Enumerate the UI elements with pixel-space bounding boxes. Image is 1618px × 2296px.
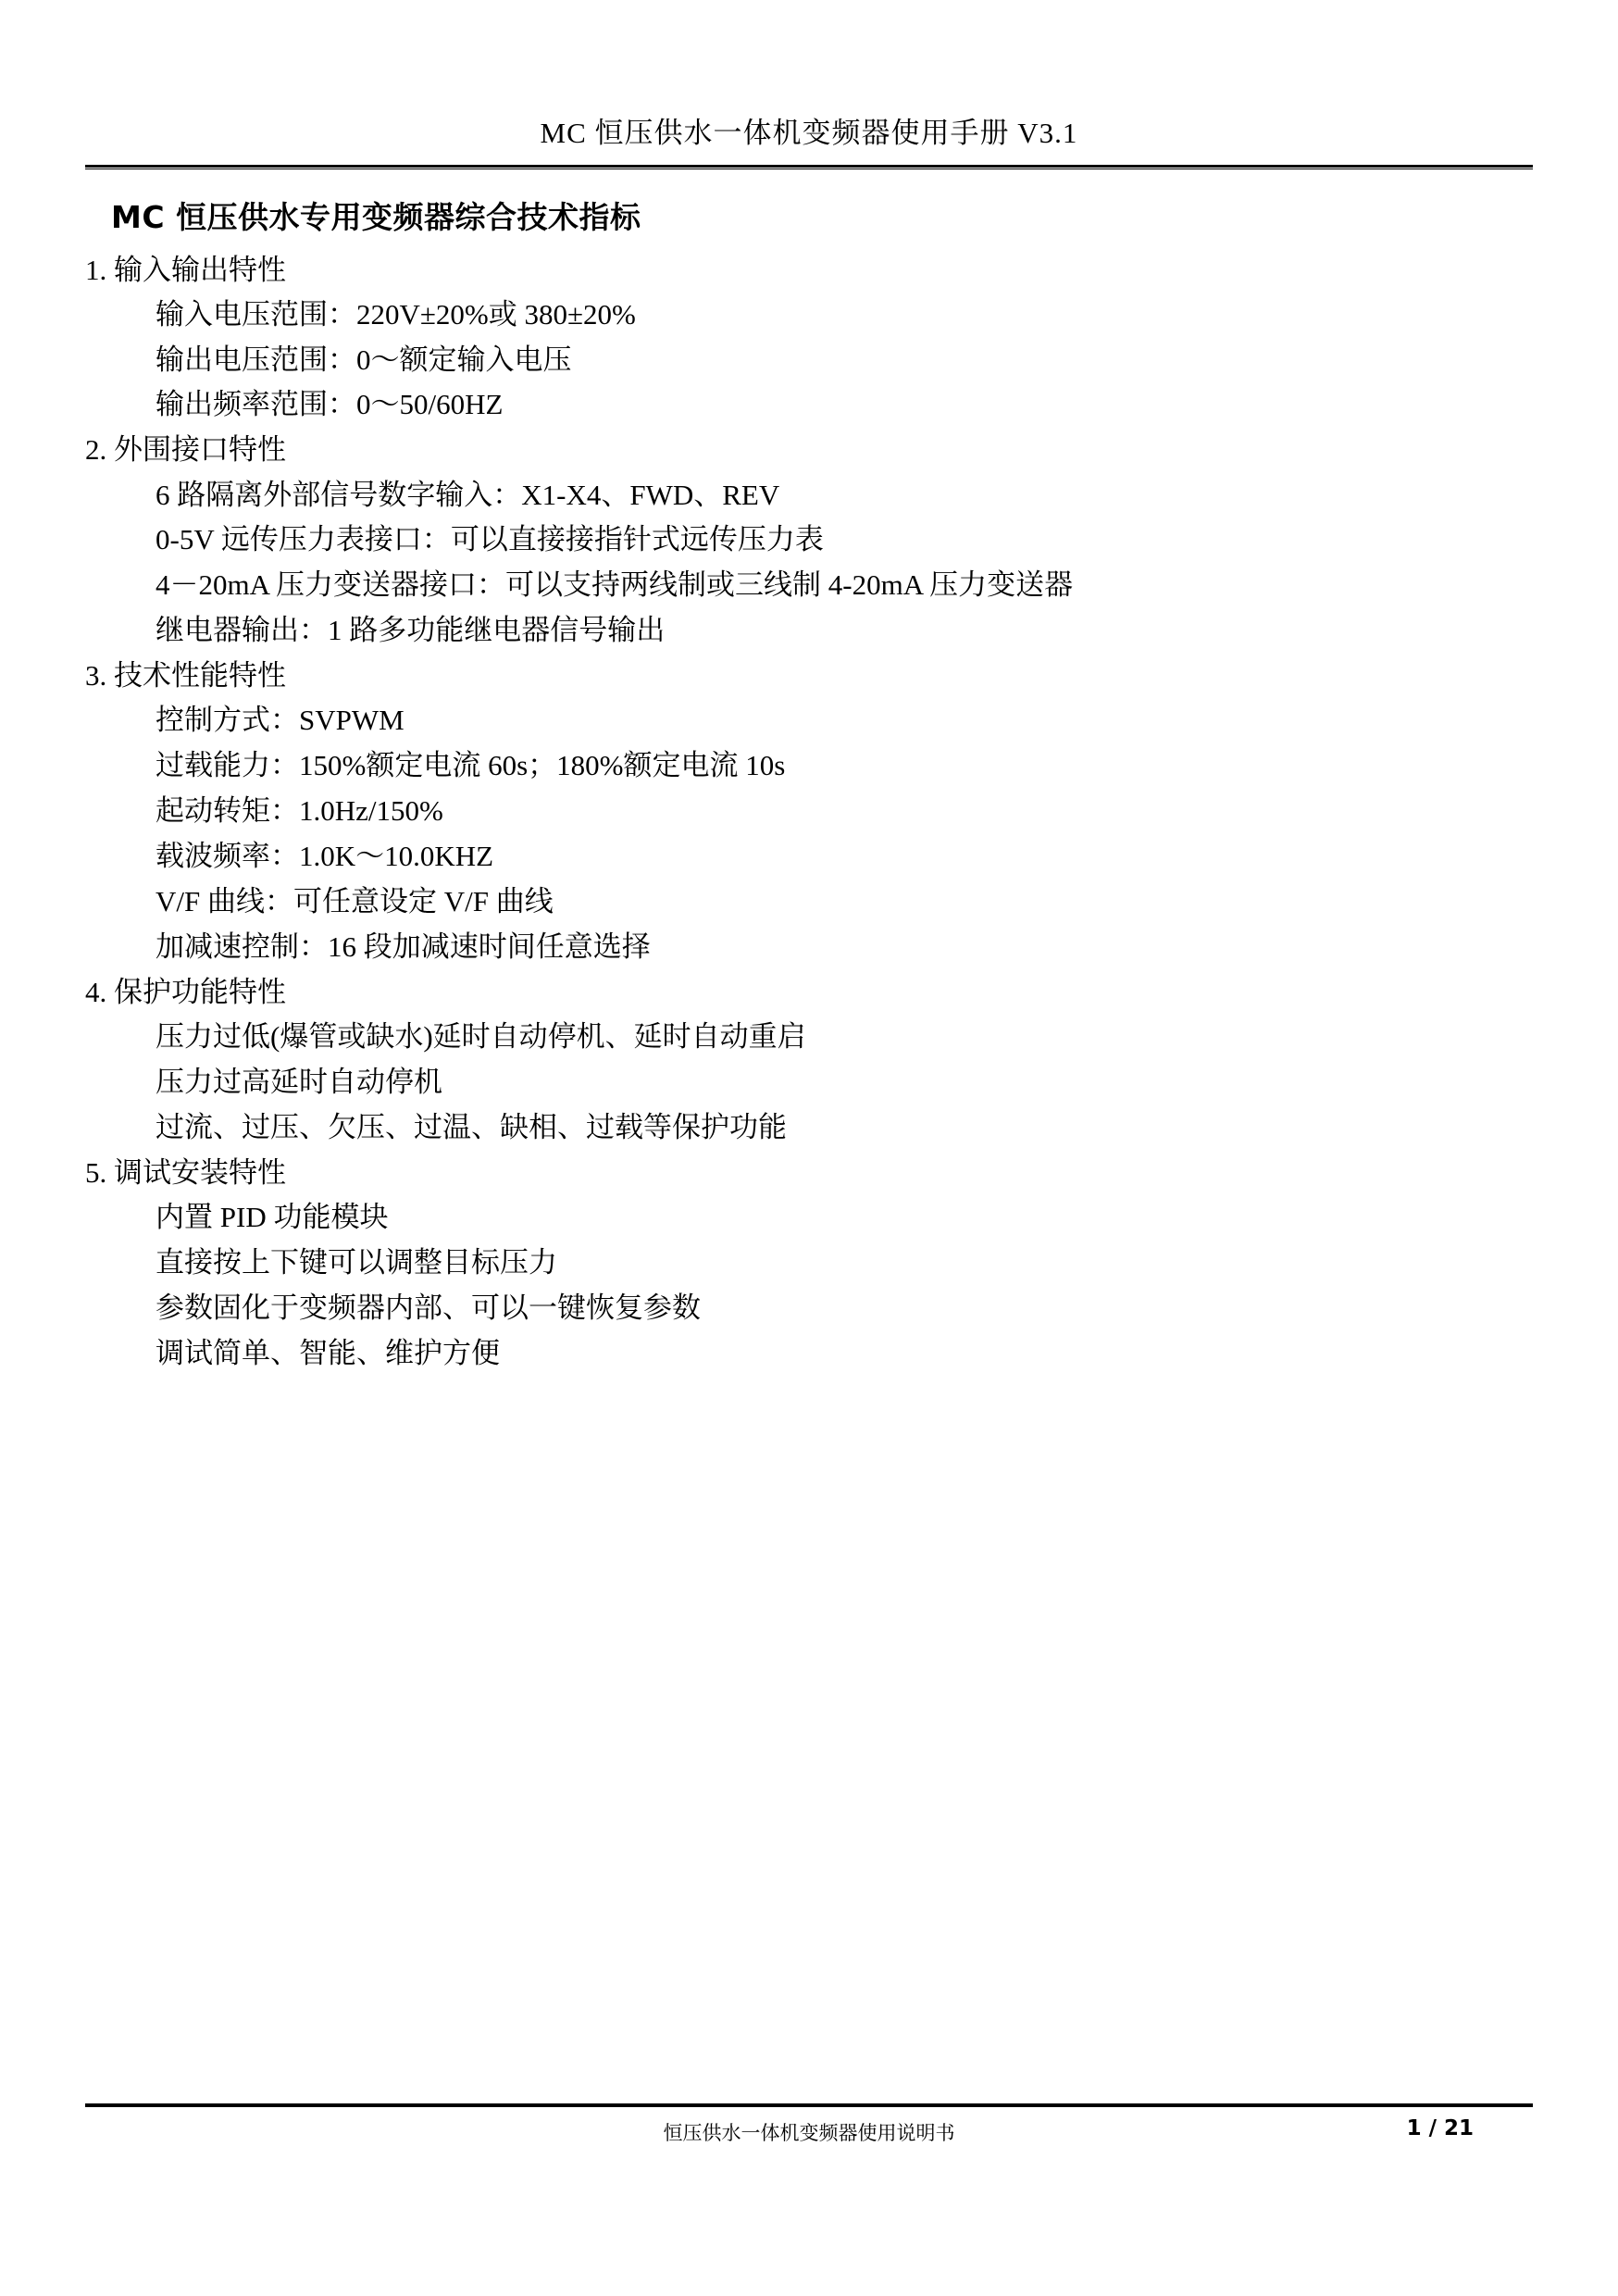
- section-heading: 1. 输入输出特性: [85, 253, 286, 286]
- section-item: 内置 PID 功能模块: [156, 1201, 389, 1234]
- section-item: V/F 曲线：可任意设定 V/F 曲线: [156, 885, 554, 918]
- section-heading: 4. 保护功能特性: [85, 976, 286, 1009]
- page-footer: [85, 2118, 1533, 2155]
- section-item: 调试简单、智能、维护方便: [156, 1337, 500, 1370]
- section-item: 起动转矩：1.0Hz/150%: [156, 794, 443, 828]
- section-item: 4－20mA 压力变送器接口：可以支持两线制或三线制 4-20mA 压力变送器: [156, 568, 1074, 602]
- section-heading: 5. 调试安装特性: [85, 1156, 286, 1190]
- footer-divider: [85, 2103, 1533, 2107]
- section-item: 过流、过压、欠压、过温、缺相、过载等保护功能: [156, 1111, 787, 1144]
- section-item: 压力过低(爆管或缺水)延时自动停机、延时自动重启: [156, 1020, 806, 1054]
- section-item: 加减速控制：16 段加减速时间任意选择: [156, 930, 651, 964]
- page-header: [85, 116, 1533, 150]
- header-divider: [85, 165, 1533, 169]
- section-item: 压力过高延时自动停机: [156, 1066, 442, 1099]
- page-title: MC 恒压供水专用变频器综合技术指标: [111, 199, 641, 235]
- footer-text: 恒压供水一体机变频器使用说明书: [663, 2122, 955, 2144]
- section-item: 0-5V 远传压力表接口：可以直接接指针式远传压力表: [156, 523, 824, 556]
- section-item: 载波频率：1.0K～10.0KHZ: [156, 840, 494, 873]
- section-item: 直接按上下键可以调整目标压力: [156, 1246, 557, 1279]
- section-commissioning-installation: [85, 1151, 1533, 1377]
- header-title: MC 恒压供水一体机变频器使用手册 V3.1: [540, 117, 1078, 149]
- page-number: 1 / 21: [1406, 2116, 1474, 2140]
- section-item: 过载能力：150%额定电流 60s；180%额定电流 10s: [156, 749, 786, 782]
- section-item: 控制方式：SVPWM: [156, 704, 404, 737]
- section-input-output: [85, 248, 1533, 429]
- document-body: [85, 194, 1533, 1377]
- section-heading: 3. 技术性能特性: [85, 659, 286, 693]
- section-heading: 2. 外围接口特性: [85, 433, 286, 467]
- section-item: 6 路隔离外部信号数字输入：X1-X4、FWD、REV: [156, 478, 780, 511]
- section-technical-performance: [85, 654, 1533, 970]
- section-item: 参数固化于变频器内部、可以一键恢复参数: [156, 1292, 701, 1325]
- section-item: 输入电压范围：220V±20%或 380±20%: [156, 297, 636, 331]
- section-item: 继电器输出：1 路多功能继电器信号输出: [156, 614, 666, 647]
- section-item: 输出电压范围：0～额定输入电压: [156, 343, 572, 376]
- section-protection-functions: [85, 970, 1533, 1151]
- section-peripheral-interface: [85, 428, 1533, 654]
- section-item: 输出频率范围：0～50/60HZ: [156, 388, 504, 421]
